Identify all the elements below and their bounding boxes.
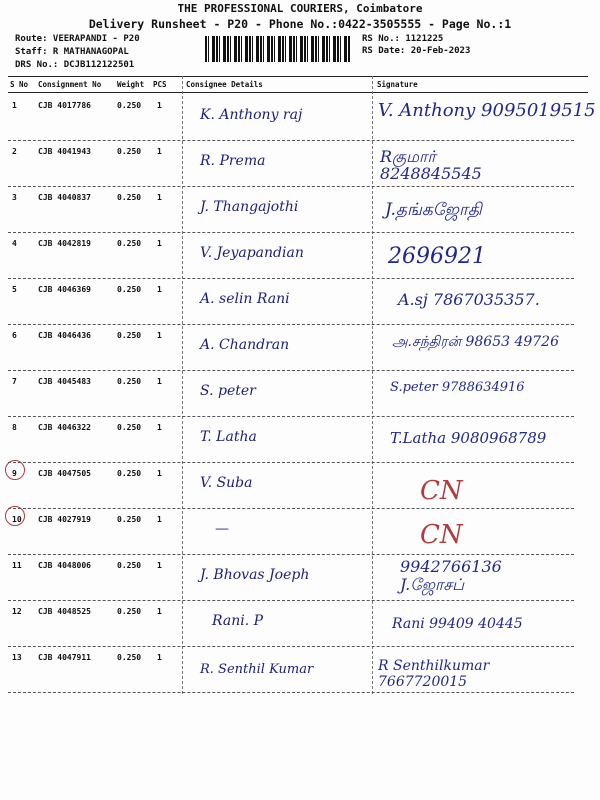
row-signature: S.peter 9788634916 bbox=[390, 380, 525, 395]
row-consignee: A. selin Rani bbox=[200, 291, 290, 307]
row-weight: 0.250 bbox=[117, 239, 142, 248]
row-divider bbox=[8, 462, 574, 463]
row-divider bbox=[8, 278, 574, 279]
row-sno: 2 bbox=[12, 147, 17, 156]
row-weight: 0.250 bbox=[117, 423, 142, 432]
row-sno: 8 bbox=[12, 423, 17, 432]
row-consignment: CJB 4047911 bbox=[38, 653, 91, 662]
row-consignment: CJB 4040837 bbox=[38, 193, 91, 202]
row-weight: 0.250 bbox=[117, 285, 142, 294]
row-consignee: — bbox=[215, 521, 229, 537]
row-consignment: CJB 4027919 bbox=[38, 515, 91, 524]
table-row bbox=[0, 188, 600, 234]
row-divider bbox=[8, 508, 574, 509]
row-weight: 0.250 bbox=[117, 377, 142, 386]
row-pcs: 1 bbox=[157, 285, 162, 294]
row-pcs: 1 bbox=[157, 653, 162, 662]
table-row bbox=[0, 372, 600, 418]
row-signature: V. Anthony 9095019515 bbox=[378, 100, 596, 121]
table-row bbox=[0, 280, 600, 326]
row-consignment: CJB 4048525 bbox=[38, 607, 91, 616]
row-pcs: 1 bbox=[157, 561, 162, 570]
row-pcs: 1 bbox=[157, 377, 162, 386]
row-pcs: 1 bbox=[157, 607, 162, 616]
row-pcs: 1 bbox=[157, 101, 162, 110]
table-row bbox=[0, 602, 600, 648]
row-consignee: V. Suba bbox=[200, 475, 253, 491]
row-signature: 2696921 bbox=[388, 244, 486, 269]
table-row bbox=[0, 326, 600, 372]
drs-number: DRS No.: DCJB112122501 bbox=[15, 60, 135, 70]
column-header-consignee: Consignee Details bbox=[186, 80, 263, 89]
route-label: Route: VEERAPANDI - P20 bbox=[15, 34, 140, 44]
row-consignment: CJB 4042819 bbox=[38, 239, 91, 248]
row-divider bbox=[8, 324, 574, 325]
row-divider bbox=[8, 600, 574, 601]
row-consignment: CJB 4046322 bbox=[38, 423, 91, 432]
row-signature: R Senthilkumar 7667720015 bbox=[378, 658, 490, 690]
table-row bbox=[0, 510, 600, 556]
row-consignment: CJB 4045483 bbox=[38, 377, 91, 386]
table-row bbox=[0, 142, 600, 188]
row-signature: அ.சந்திரன் 98653 49726 bbox=[392, 334, 559, 350]
row-sno: 10 bbox=[12, 515, 22, 524]
row-divider bbox=[8, 186, 574, 187]
row-consignee: K. Anthony raj bbox=[200, 107, 303, 123]
row-consignment: CJB 4046436 bbox=[38, 331, 91, 340]
column-header-weight: Weight bbox=[117, 80, 145, 89]
row-consignee: R. Prema bbox=[200, 153, 266, 169]
table-row bbox=[0, 234, 600, 280]
row-sno: 6 bbox=[12, 331, 17, 340]
row-pcs: 1 bbox=[157, 515, 162, 524]
column-header-consignment: Consignment No bbox=[38, 80, 102, 89]
row-sno: 3 bbox=[12, 193, 17, 202]
row-consignee: Rani. P bbox=[212, 613, 264, 629]
row-weight: 0.250 bbox=[117, 653, 142, 662]
row-weight: 0.250 bbox=[117, 193, 142, 202]
row-sno: 7 bbox=[12, 377, 17, 386]
row-signature: Rகுமார் 8248845545 bbox=[380, 147, 482, 183]
row-signature: A.sj 7867035357. bbox=[398, 290, 540, 309]
column-header-sno: S No bbox=[10, 80, 29, 89]
row-signature: T.Latha 9080968789 bbox=[390, 429, 547, 447]
row-sno: 5 bbox=[12, 285, 17, 294]
row-sno: 11 bbox=[12, 561, 22, 570]
table-row bbox=[0, 96, 600, 142]
row-weight: 0.250 bbox=[117, 101, 142, 110]
row-consignee: V. Jeyapandian bbox=[200, 245, 304, 261]
column-header-pcs: PCS bbox=[153, 80, 167, 89]
row-consignee: J. Bhovas Joeph bbox=[200, 567, 310, 583]
row-pcs: 1 bbox=[157, 147, 162, 156]
row-pcs: 1 bbox=[157, 331, 162, 340]
table-row bbox=[0, 648, 600, 694]
row-signature: CN bbox=[420, 476, 463, 506]
row-consignee: T. Latha bbox=[200, 429, 257, 445]
row-pcs: 1 bbox=[157, 193, 162, 202]
staff-label: Staff: R MATHANAGOPAL bbox=[15, 47, 129, 57]
row-signature: CN bbox=[420, 520, 463, 550]
row-pcs: 1 bbox=[157, 239, 162, 248]
row-sno: 12 bbox=[12, 607, 22, 616]
row-divider bbox=[8, 370, 574, 371]
header-bottom-rule bbox=[8, 92, 588, 93]
row-signature: 9942766136 J.ஜோசப் bbox=[400, 557, 502, 594]
rs-date: RS Date: 20-Feb-2023 bbox=[362, 46, 471, 56]
row-weight: 0.250 bbox=[117, 561, 142, 570]
row-weight: 0.250 bbox=[117, 469, 142, 478]
row-pcs: 1 bbox=[157, 469, 162, 478]
column-header-signature: Signature bbox=[377, 80, 418, 89]
row-divider bbox=[8, 554, 574, 555]
row-consignee: S. peter bbox=[200, 383, 256, 399]
page-title: THE PROFESSIONAL COURIERS, Coimbatore bbox=[177, 2, 423, 15]
row-consignee: R. Senthil Kumar bbox=[200, 662, 314, 677]
row-divider bbox=[8, 646, 574, 647]
table-row bbox=[0, 418, 600, 464]
row-consignment: CJB 4047505 bbox=[38, 469, 91, 478]
row-weight: 0.250 bbox=[117, 515, 142, 524]
row-consignee: A. Chandran bbox=[200, 337, 290, 353]
row-sno: 1 bbox=[12, 101, 17, 110]
row-signature: Rani 99409 40445 bbox=[392, 616, 523, 632]
row-divider bbox=[8, 416, 574, 417]
row-divider bbox=[8, 232, 574, 233]
header-top-rule bbox=[8, 76, 588, 77]
row-weight: 0.250 bbox=[117, 331, 142, 340]
table-row bbox=[0, 464, 600, 510]
barcode bbox=[205, 36, 350, 62]
row-sno: 9 bbox=[12, 469, 17, 478]
rs-number: RS No.: 1121225 bbox=[362, 34, 444, 44]
row-consignment: CJB 4041943 bbox=[38, 147, 91, 156]
row-consignment: CJB 4046369 bbox=[38, 285, 91, 294]
row-weight: 0.250 bbox=[117, 607, 142, 616]
row-signature: J.தங்கஜோதி bbox=[385, 200, 482, 220]
row-consignment: CJB 4017786 bbox=[38, 101, 91, 110]
row-divider bbox=[8, 692, 574, 693]
row-weight: 0.250 bbox=[117, 147, 142, 156]
row-consignment: CJB 4048006 bbox=[38, 561, 91, 570]
table-row bbox=[0, 556, 600, 602]
row-pcs: 1 bbox=[157, 423, 162, 432]
page-subtitle: Delivery Runsheet - P20 - Phone No.:0422-3505555 - Page No.:1 bbox=[88, 17, 512, 31]
row-consignee: J. Thangajothi bbox=[200, 199, 299, 215]
row-sno: 13 bbox=[12, 653, 22, 662]
row-divider bbox=[8, 140, 574, 141]
row-sno: 4 bbox=[12, 239, 17, 248]
